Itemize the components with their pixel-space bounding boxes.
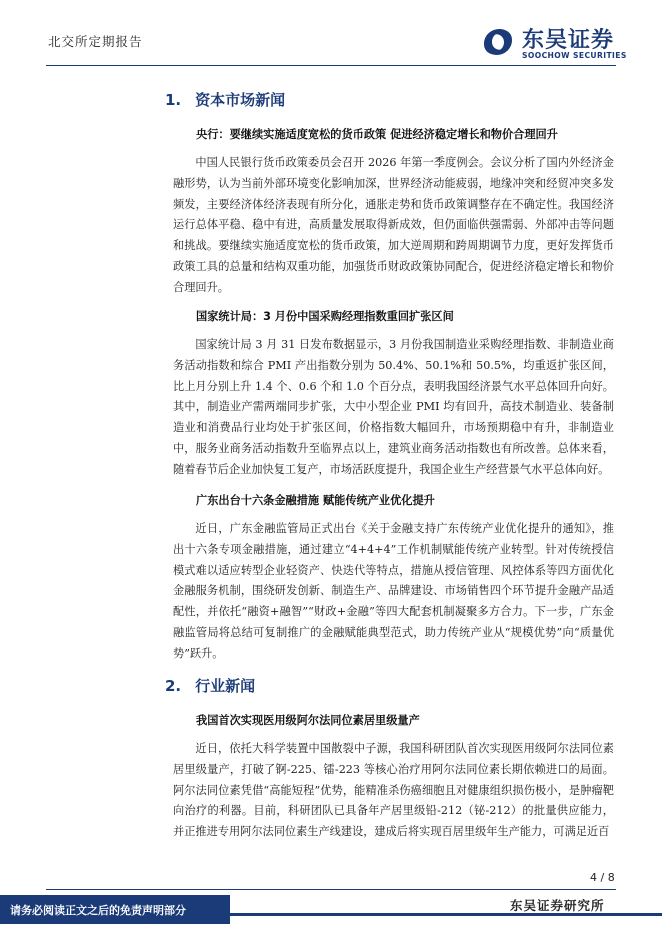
article-headline: 央行：要继续实施适度宽松的货币政策 促进经济稳定增长和物价合理回升 — [196, 128, 558, 141]
logo-english-name: SOOCHOW SECURITIES — [522, 51, 627, 60]
section-number: 2. — [165, 677, 182, 695]
disclaimer-banner — [0, 895, 230, 924]
section-heading-capital-market — [165, 89, 285, 110]
soochow-logo-icon — [478, 22, 518, 62]
header-divider — [46, 65, 616, 66]
article-headline: 我国首次实现医用级阿尔法同位素居里级量产 — [196, 714, 420, 727]
article-body: 国家统计局 3 月 31 日发布数据显示，3 月份我国制造业采购经理指数、非制造业商务活动指数和综合 PMI 产出指数分别为 50.4%、50.1%和 50.5%，均重返扩张区间，比上月分别上升 1.4 个、0.6 个和 1.0 个百分点，表明我国经济景气水平总体回升向好。其中，制造业产需两端同步扩张，大中小型企业 PMI 均有回升，高技术制造业、装备制造业和消费品行业均处于扩张区间，价格指数大幅回升，市场预期稳中有升，非制造业中，服务业商务活动指数升至临界点以上，建筑业商务活动指数也有所改善。总体来看，随着春节后企业加快复工复产，市场活跃度提升，我国企业生产经营景气水平总体向好。 — [173, 338, 614, 476]
section-title: 行业新闻 — [195, 677, 256, 695]
article-headline: 广东出台十六条金融措施 赋能传统产业优化提升 — [196, 494, 435, 507]
article-body: 中国人民银行货币政策委员会召开 2026 年第一季度例会。会议分析了国内外经济金融形势，认为当前外部环境变化影响加深，世界经济动能疲弱，地缘冲突和经贸冲突多发频发，主要经济体经济表现有所分化，通胀走势和货币政策调整存在不确定性。我国经济运行总体平稳、稳中有进，高质量发展取得新成效，但仍面临供强需弱、外部冲击等问题和挑战。要继续实施适度宽松的货币政策，加大逆周期和跨周期调节力度，更好发挥货币政策工具的总量和结构双重功能，加强货币财政政策协同配合，促进经济稳定增长和物价合理回升。 — [173, 156, 614, 294]
report-type-label: 北交所定期报告 — [48, 34, 143, 49]
page-number: 4 / 8 — [590, 871, 615, 884]
footer-divider — [46, 889, 616, 890]
section-heading-industry-news — [165, 675, 255, 696]
section-number: 1. — [165, 91, 182, 109]
article-body: 近日，依托大科学装置中国散裂中子源，我国科研团队首次实现医用级阿尔法同位素居里级量产，打破了锕-225、镭-223 等核心治疗用阿尔法同位素长期依赖进口的局面。阿尔法同位素凭借“高能短程”优势，能精准杀伤癌细胞且对健康组织损伤极小，是肿瘤靶向治疗的利器。目前，科研团队已具备年产居里级铅-212（铋-212）的批量供应能力，并正推进专用阿尔法同位素生产线建设，建成后将实现百居里级年生产能力，可满足近百 — [173, 742, 614, 839]
article-body: 近日，广东金融监管局正式出台《关于金融支持广东传统产业优化提升的通知》，推出十六条专项金融措施，通过建立“4+4+4”工作机制赋能传统产业转型。针对传统授信模式难以适应转型企业轻资产、快迭代等特点，措施从授信管理、风控体系等四方面优化金融服务机制，围绕研发创新、制造生产、品牌建设、市场销售四个环节提升金融产品适配性，并依托“融资+融智”“财政+金融”等四大配套机制凝聚多方合力。下一步，广东金融监管局将总结可复制推广的金融赋能典型范式，助力传统产业从“规模优势”向“质量优势”跃升。 — [173, 522, 614, 660]
disclaimer-text: 请务必阅读正文之后的免责声明部分 — [10, 904, 186, 917]
logo-chinese-name: 东吴证券 — [522, 28, 615, 53]
research-institute-name: 东吴证券研究所 — [510, 898, 605, 913]
section-title: 资本市场新闻 — [195, 91, 286, 109]
article-headline: 国家统计局：3 月份中国采购经理指数重回扩张区间 — [196, 310, 454, 323]
company-logo — [478, 22, 627, 66]
